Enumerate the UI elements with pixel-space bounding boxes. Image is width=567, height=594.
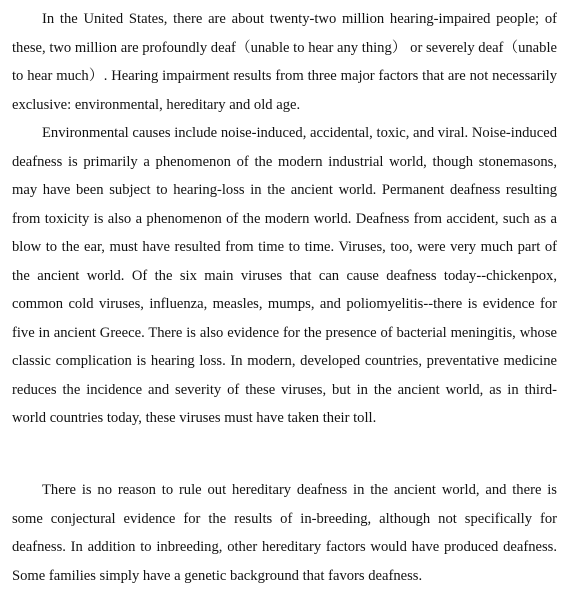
paragraph-hereditary-causes: There is no reason to rule out hereditary deafness in the ancient world, and there is some conjectural evidence for the results of in-breeding, although not specifically for deafness. In addition to inbreeding, other hereditary factors would have produced deafness. Some families simply have a genetic background that favors deafness. — [12, 482, 557, 584]
paragraph-intro: In the United States, there are about twenty-two million hearing-impaired people; of these, two million are profoundly deaf（unable to hear any thing） or severely deaf（unable to hear much）. Hearing impairment results from three major factors that are not necessarily exclusive: environmental, hereditary and old age. — [12, 11, 557, 113]
paragraph-environmental-causes: Environmental causes include noise-induced, accidental, toxic, and viral. Noise-induced deafness is primarily a phenomenon of the modern industrial world, though stonemasons, may have been subject to hearing-loss in the ancient world. Permanent deafness resulting from toxicity is also a phenomenon of the modern world. Deafness from accident, such as a blow to the ear, must have resulted from time to time. Viruses, too, were very much part of the ancient world. Of the six main viruses that can cause deafness today--chickenpox, common cold viruses, influenza, measles, mumps, and poliomyelitis--there is evidence for five in ancient Greece. There is also evidence for the presence of bacterial meningitis, whose classic complication is hearing loss. In modern, developed countries, preventative medicine reduces the incidence and severity of these viruses, but in the ancient world, as in third-world countries today, these viruses must have taken their toll. — [12, 125, 557, 426]
